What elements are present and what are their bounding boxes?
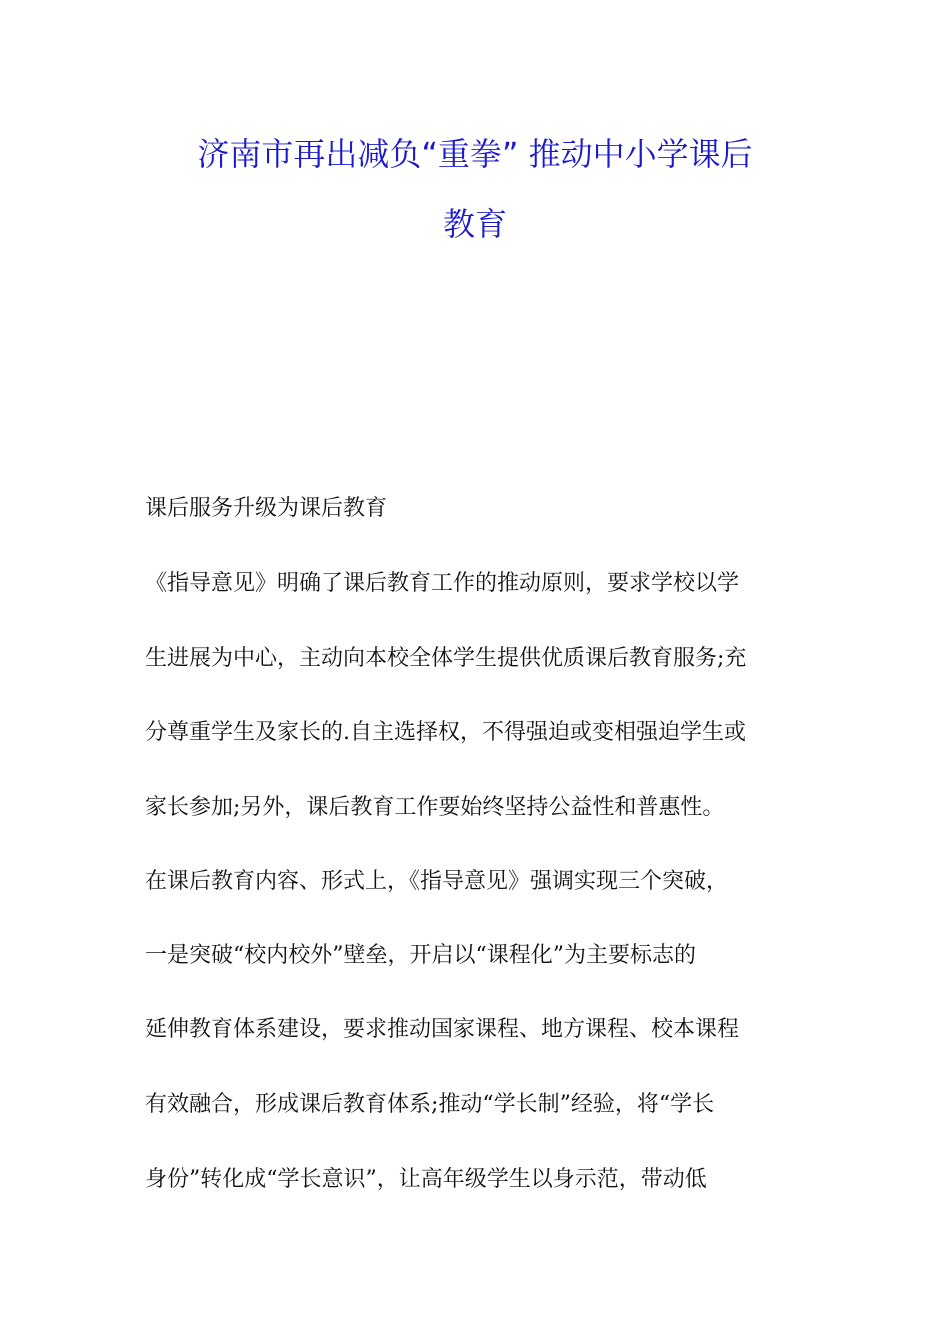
body-text-line: 在课后教育内容、形式上，《指导意见》强调实现三个突破， (145, 869, 729, 894)
document-title-line-2: 教育 (442, 205, 507, 243)
body-text-line: 有效融合，形成课后教育体系;推动“学长制”经验，将“学长 (145, 1092, 715, 1117)
body-text-line: 分尊重学生及家长的.自主选择权，不得强迫或变相强迫学生或 (145, 720, 746, 745)
body-text-line: 一是突破“校内校外”壁垒，开启以“课程化”为主要标志的 (145, 943, 696, 968)
section-heading: 课后服务升级为课后教育 (145, 496, 388, 521)
body-text-line: 生进展为中心，主动向本校全体学生提供优质课后教育服务;充 (145, 646, 747, 671)
document-title-line-1: 济南市再出减负“重拳” 推动中小学课后 (197, 135, 753, 173)
body-text-line: 身份”转化成“学长意识”，让高年级学生以身示范，带动低 (145, 1167, 707, 1192)
body-text-line: 《指导意见》明确了课后教育工作的推动原则，要求学校以学 (145, 571, 740, 596)
body-text-line: 延伸教育体系建设，要求推动国家课程、地方课程、校本课程 (145, 1017, 740, 1042)
body-text-line: 家长参加;另外，课后教育工作要始终坚持公益性和普惠性。 (145, 795, 725, 820)
